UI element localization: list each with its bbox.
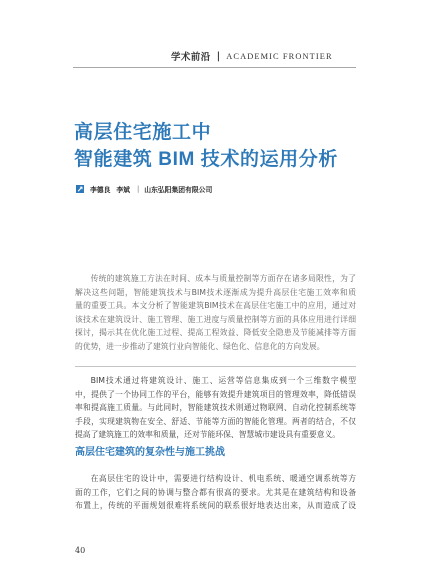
header-rule: [73, 67, 356, 68]
article-title-line: 智能建筑 BIM 技术的运用分析: [74, 149, 338, 170]
article-title-line: 高层住宅施工中: [74, 122, 212, 143]
page-number: 40: [75, 546, 86, 555]
running-head-section-en: ACADEMIC FRONTIER: [226, 51, 333, 61]
abstract-line: 解决这些问题，智能建筑技术与BIM技术逐渐成为提升高层住宅施工效率和质: [75, 287, 356, 297]
abstract: [75, 272, 356, 354]
intro-paragraph: [75, 374, 356, 442]
abstract-line: 量的重要工具。本文分析了智能建筑BIM技术在高层住宅施工中的应用，通过对: [75, 301, 356, 311]
section-paragraph: [75, 472, 356, 513]
body-line: 布置上，传统的平面规划很难将系统间的联系很好地表达出来，从而造成了设: [75, 501, 356, 511]
body-line: 率和提高施工质量。与此同时，智能建筑技术则通过物联网、自动化控制系统等: [75, 403, 356, 413]
abstract-divider: [75, 366, 356, 367]
body-line: 提高了建筑施工的效率和质量，还对节能环保、智慧城市建设具有重要意义。: [75, 430, 341, 440]
body-line: 手段，实现建筑物在安全、舒适、节能等方面的智能化管理。两者的结合，不仅: [75, 416, 356, 426]
running-head-separator: |: [216, 50, 221, 62]
running-head: [171, 49, 356, 63]
author-name: 李德良: [90, 186, 111, 194]
author-name: 李斌: [116, 186, 130, 194]
body-line: 中，提供了一个协同工作的平台，能够有效提升建筑项目的管理效率，降低错误: [75, 389, 356, 399]
abstract-line: 探讨，揭示其在优化施工过程、提高工程效益、降低安全隐患及节能减排等方面: [75, 328, 356, 338]
section-heading: 高层住宅建筑的复杂性与施工挑战: [75, 447, 225, 458]
abstract-line: 的优势，进一步推动了建筑行业向智能化、绿色化、信息化的方向发展。: [75, 341, 325, 351]
author-marker-icon: [76, 185, 84, 193]
running-head-section-cn: 学术前沿: [171, 52, 211, 63]
affiliation: 山东弘阳集团有限公司: [144, 186, 213, 194]
body-line: 在高层住宅的设计中，需要进行结构设计、机电系统、暖通空调系统等方: [90, 474, 356, 483]
byline: [76, 184, 212, 194]
body-line: BIM技术通过将建筑设计、施工、运营等信息集成到一个三维数字模型: [90, 376, 356, 385]
abstract-line: 该技术在建筑设计、施工管理、施工进度与质量控制等方面的具体应用进行详细: [75, 314, 356, 324]
affiliation-separator: |: [136, 185, 140, 193]
abstract-line: 传统的建筑施工方法在时间、成本与质量控制等方面存在诸多局限性，为了: [90, 274, 356, 283]
body-line: 面的工作，它们之间的协调与整合都有很高的要求。尤其是在建筑结构和设备: [75, 487, 356, 497]
